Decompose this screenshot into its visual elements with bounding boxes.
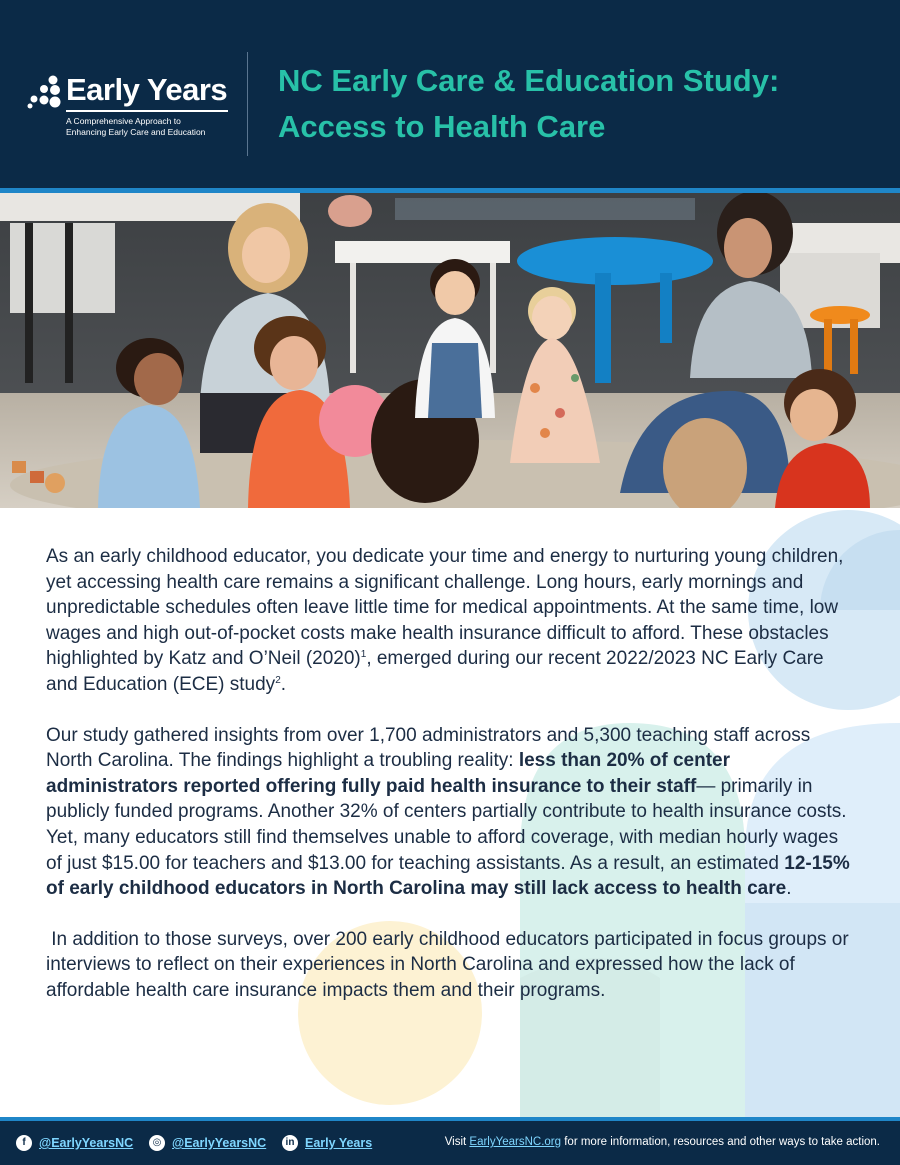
brand-tagline: [66, 116, 205, 138]
classroom-photo: [0, 193, 900, 508]
header-banner: [0, 0, 900, 193]
intro-paragraph: [46, 544, 856, 698]
findings-highlight-insurance: less than 20% of center administrators reported offering fully paid health insurance to their staff: [46, 750, 731, 797]
facebook-link-group[interactable]: [16, 1134, 133, 1152]
linkedin-icon[interactable]: in: [282, 1135, 298, 1151]
linkedin-link-group[interactable]: [282, 1134, 372, 1152]
visit-prefix: Visit: [444, 1136, 470, 1148]
brand-tagline-line1: A Comprehensive Approach to: [66, 116, 181, 126]
findings-text-c: .: [786, 878, 792, 900]
brand-underline: [66, 110, 228, 112]
page-title-line2: Access to Health Care: [278, 109, 606, 144]
facebook-handle-link[interactable]: @EarlyYearsNC: [39, 1135, 134, 1150]
visit-suffix: for more information, resources and other ways to take action.: [561, 1136, 880, 1148]
footnote-1-marker[interactable]: 1: [360, 649, 367, 661]
footer-bar: [0, 1117, 900, 1165]
visit-website-text: [445, 1136, 880, 1148]
intro-text-b: , emerged during our recent 2022/2023 NC Early Care and Education (ECE) study: [46, 648, 824, 695]
page-title: [278, 58, 888, 150]
logo-dots-icon: [26, 74, 62, 110]
header-divider: [247, 52, 248, 156]
linkedin-link[interactable]: Early Years: [305, 1135, 373, 1150]
intro-text-a: As an early childhood educator, you dedicate your time and energy to nurturing young children, yet accessing health care remains a significant challenge. Long hours, early mornings and unpredictable schedules often leave little time for medical appointments. At the same time, low wages and high out-of-pocket costs make health insurance difficult to afford. These obstacles highlighted by Katz and O’Neil (2020): [46, 546, 844, 670]
findings-text-a: Our study gathered insights from over 1,700 administrators and 5,300 teaching staff across North Carolina. The findings highlight a troubling reality:: [46, 724, 811, 772]
website-link[interactable]: EarlyYearsNC.org: [469, 1136, 562, 1148]
focus-groups-paragraph: In addition to those surveys, over 200 early childhood educators participated in focus groups or interviews to reflect on their experiences in North Carolina and expressed how the lack of affordable health care insurance impacts them and their programs.: [46, 928, 854, 1001]
footnote-2-marker[interactable]: 2: [275, 674, 281, 686]
findings-text-b: — primarily in publicly funded programs. Another 32% of centers partially contribute to health insurance costs. Yet, many educators still find themselves unable to afford coverage, with median hourly wages of just $15.00 for teachers and $13.00 for teaching assistants. As a result, an estimated: [46, 775, 847, 874]
instagram-icon[interactable]: ◎: [149, 1135, 165, 1151]
instagram-handle-link[interactable]: @EarlyYearsNC: [172, 1135, 267, 1150]
instagram-link-group[interactable]: [149, 1134, 266, 1152]
intro-text-c: .: [280, 673, 287, 695]
brand-tagline-line2: Enhancing Early Care and Education: [66, 127, 206, 137]
brand-name: Early Years: [66, 72, 228, 107]
article-body: [46, 544, 856, 1029]
early-years-logo[interactable]: [26, 72, 236, 142]
findings-highlight-access: 12-15% of early childhood educators in North Carolina may still lack access to health care: [46, 852, 850, 900]
facebook-icon[interactable]: f: [16, 1135, 32, 1151]
page-title-line1: NC Early Care & Education Study:: [278, 63, 780, 98]
findings-paragraph: [46, 723, 856, 902]
